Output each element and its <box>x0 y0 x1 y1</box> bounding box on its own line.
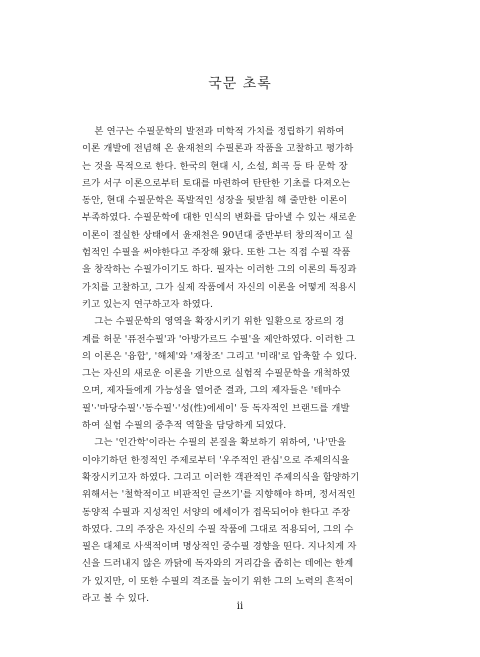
page-title: 국문 초록 <box>208 76 272 92</box>
text-line: 하여 실험 수필의 중추적 역할을 담당하게 되었다. <box>82 420 287 432</box>
text-line: 라고 볼 수 있다. <box>82 593 150 605</box>
text-line: 키고 있는지 연구하고자 하였다. <box>82 298 214 310</box>
text-line: 확장시키고자 하였다. 그리고 이러한 객관적인 주제의식을 함양하기 <box>82 471 360 483</box>
text-line: 부족하였다. 수필문학에 대한 인식의 변화를 담아낼 수 있는 새로운 <box>82 212 357 224</box>
text-line: 신을 드러내지 않은 까닭에 독자와의 거리감을 좁히는 데에는 한계 <box>82 558 354 570</box>
text-line: 는 것을 목적으로 한다. 한국의 현대 시, 소설, 희곡 등 타 문학 장 <box>82 160 348 172</box>
text-line: 그는 자신의 새로운 이론을 기반으로 실험적 수필문학을 개척하였 <box>82 368 351 380</box>
page-number: ii <box>236 601 244 612</box>
abstract-body <box>82 123 404 607</box>
text-line: 르가 서구 이론으로부터 토대를 마련하여 탄탄한 기초를 다져오는 <box>82 177 351 189</box>
text-line: 이론이 절실한 상태에서 윤재천은 90년대 중반부터 창의적이고 실 <box>82 229 354 241</box>
text-line: 본 연구는 수필문학의 발전과 미학적 가치를 정립하기 위하여 <box>82 126 345 137</box>
text-line: 계를 허문 '퓨전수필'과 '아방가르드 수필'을 제안하였다. 이러한 그 <box>82 333 356 345</box>
text-line: 의 이론은 '융합', '해체'와 '재창조' 그리고 '미래'로 압축할 수 있다. <box>82 350 357 362</box>
text-line: 을 창작하는 수필가이기도 하다. 필자는 이러한 그의 이론의 특징과 <box>82 264 357 276</box>
text-line: 하였다. 그의 주장은 자신의 수필 작품에 그대로 적용되어, 그의 수 <box>82 523 354 535</box>
text-line: 가치를 고찰하고, 그가 실제 작품에서 자신의 이론을 어떻게 적용시 <box>82 281 357 293</box>
text-line: 그는 '인간학'이라는 수필의 본질을 확보하기 위하여, '나'만을 <box>82 437 347 449</box>
text-line: 으며, 제자들에게 가능성을 열어준 결과, 그의 제자들은 '테마수 <box>82 385 341 397</box>
text-line: 이야기하던 한정적인 주제로부터 '우주적인 관심'으로 주제의식을 <box>82 454 350 466</box>
paragraph <box>82 434 404 607</box>
paragraph <box>82 313 404 434</box>
text-line: 동양적 수필과 지성적인 서양의 에세이가 접목되어야 한다고 주장 <box>82 506 351 518</box>
text-line: 그는 수필문학의 영역을 확장시키기 위한 일환으로 장르의 경 <box>82 316 345 328</box>
text-line: 필은 대체로 사색적이며 명상적인 중수필 경향을 띤다. 지나치게 자 <box>82 541 357 553</box>
paragraph <box>82 123 404 313</box>
text-line: 동안, 현대 수필문학은 폭발적인 성장을 뒷받침 해 줄만한 이론이 <box>82 195 348 207</box>
text-line: 험적인 수필을 써야한다고 주장해 왔다. 또한 그는 직접 수필 작품 <box>82 247 351 259</box>
text-line: 위해서는 '철학적이고 비판적인 글쓰기'를 지향해야 하며, 정서적인 <box>82 489 356 501</box>
text-line: 필'·'마당수필'·'동수필'·'성(性)에세이' 등 독자적인 브랜드를 개발 <box>82 402 350 414</box>
text-line: 가 있지만, 이 또한 수필의 격조를 높이기 위한 그의 노력의 흔적이 <box>82 575 354 587</box>
text-line: 이론 개발에 전념해 온 윤재천의 수필론과 작품을 고찰하고 평가하 <box>82 143 354 155</box>
